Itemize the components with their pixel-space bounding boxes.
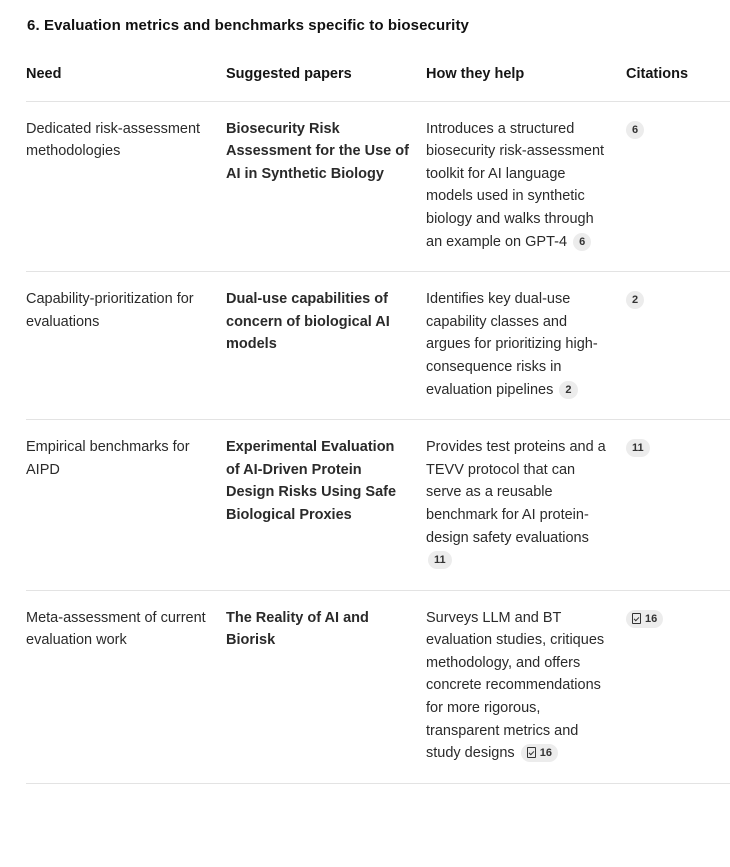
citation-badge[interactable] [626, 610, 663, 628]
papers-table [26, 52, 730, 784]
citation-number: 16 [539, 747, 552, 760]
need-text: Empirical benchmarks for AIPD [26, 439, 190, 478]
header-how-they-help: How they help [426, 52, 626, 101]
need-cell [26, 420, 226, 591]
table-row [26, 420, 730, 591]
paper-title[interactable]: The Reality of AI and Biorisk [226, 590, 426, 783]
citation-number: 16 [645, 612, 658, 625]
help-cell [426, 272, 626, 420]
table-row [26, 272, 730, 420]
need-text: Dedicated risk-assessment methodologies [26, 120, 201, 160]
help-text: Provides test proteins and a TEVV protocol that can serve as a reusable benchmark for AI protein-design safety evaluations [426, 439, 606, 546]
need-cell [26, 272, 226, 420]
table-header-row [26, 52, 730, 101]
doc-check-icon [632, 613, 641, 624]
table-row [26, 590, 730, 783]
inline-citation-badge[interactable]: 2 [559, 381, 577, 399]
header-suggested-papers: Suggested papers [226, 52, 426, 101]
need-cell [26, 590, 226, 783]
citation-badge[interactable]: 2 [626, 291, 644, 309]
help-cell [426, 420, 626, 591]
citations-cell [626, 272, 730, 420]
table-row [26, 101, 730, 272]
help-text: Identifies key dual-use capability classes and argues for prioritizing high-consequence risks in evaluation pipelines [426, 291, 598, 398]
help-cell [426, 101, 626, 272]
paper-title[interactable]: Biosecurity Risk Assessment for the Use of AI in Synthetic Biology [226, 101, 426, 272]
citations-cell [626, 101, 730, 272]
need-text: Capability-prioritization for evaluations [26, 291, 194, 330]
inline-citation-badge[interactable] [521, 744, 558, 762]
citations-cell [626, 590, 730, 783]
header-need: Need [26, 52, 226, 101]
citation-badge[interactable]: 6 [626, 121, 644, 139]
need-text: Meta-assessment of current evaluation work [26, 609, 206, 649]
doc-check-icon [527, 747, 536, 758]
inline-citation-badge[interactable]: 6 [573, 233, 591, 251]
help-cell [426, 590, 626, 783]
paper-title[interactable]: Dual-use capabilities of concern of biological AI models [226, 272, 426, 420]
section-title: 6. Evaluation metrics and benchmarks specific to biosecurity [27, 17, 469, 34]
citation-badge[interactable]: 11 [626, 439, 650, 457]
inline-citation-badge[interactable]: 11 [428, 551, 452, 569]
help-text: Introduces a structured biosecurity risk-assessment toolkit for AI language models used in synthetic biology and walks through an example on GPT-4 [426, 120, 605, 250]
header-citations: Citations [626, 52, 730, 101]
citations-cell [626, 420, 730, 591]
need-cell [26, 101, 226, 272]
paper-title[interactable]: Experimental Evaluation of AI-Driven Protein Design Risks Using Safe Biological Proxies [226, 420, 426, 591]
help-text: Surveys LLM and BT evaluation studies, critiques methodology, and offers concrete recommendations for more rigorous, transparent metrics and study designs [426, 609, 605, 762]
